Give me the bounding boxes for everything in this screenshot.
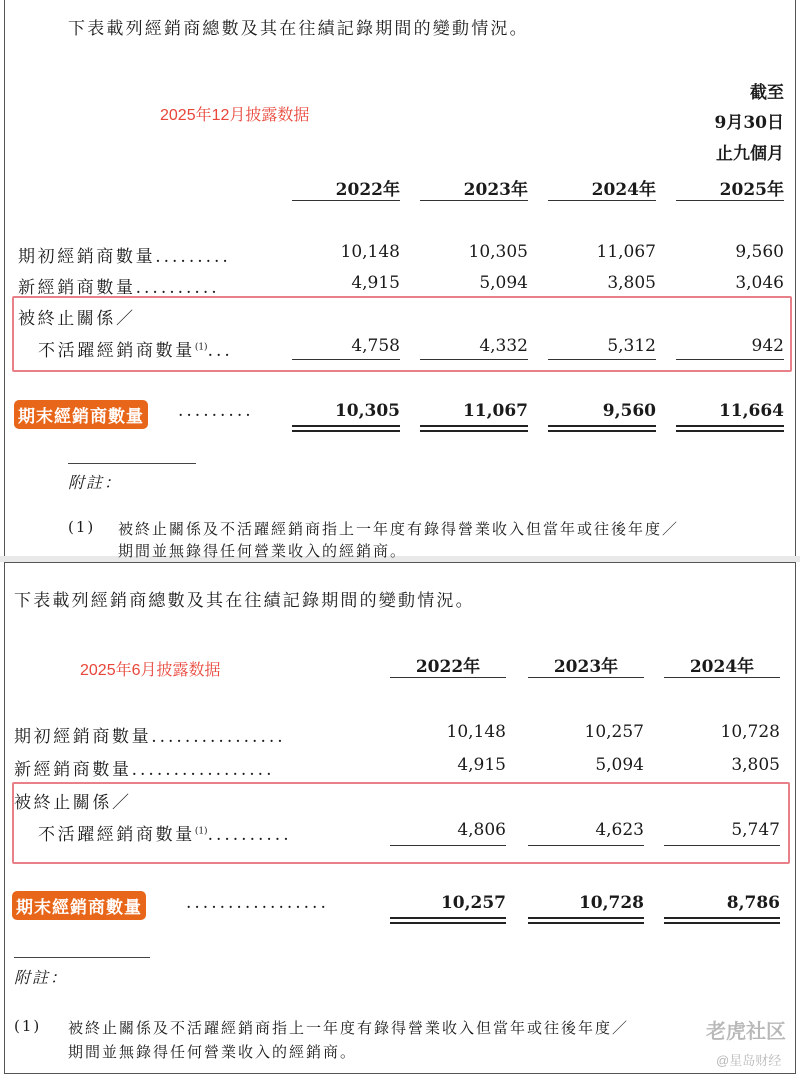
bottom-total-double-rule bbox=[390, 917, 506, 919]
top-subtotal-rule bbox=[292, 359, 400, 360]
top-terminated-2023: 4,332 bbox=[479, 336, 528, 356]
top-year-2023: 2023年 bbox=[463, 180, 528, 200]
bottom-header-rule bbox=[664, 677, 780, 678]
top-total-double-rule bbox=[292, 425, 400, 427]
top-note-number: (1) bbox=[68, 518, 96, 536]
top-new-2024: 3,805 bbox=[607, 273, 656, 293]
bottom-total-double-rule bbox=[664, 922, 780, 924]
watermark-author: @星岛财经 bbox=[716, 1053, 782, 1068]
bottom-year-2023: 2023年 bbox=[553, 657, 619, 677]
top-year-2022: 2022年 bbox=[335, 180, 400, 200]
top-new-2022: 4,915 bbox=[351, 273, 400, 293]
top-ending-2023: 11,067 bbox=[462, 401, 528, 421]
top-ending-dots: ......... bbox=[178, 401, 254, 421]
bottom-new-2022: 4,915 bbox=[457, 755, 506, 775]
bottom-row-opening-label: 期初經銷商數量................ bbox=[14, 727, 286, 747]
bottom-total-double-rule bbox=[528, 922, 644, 924]
bottom-terminated-2023: 4,623 bbox=[595, 820, 644, 840]
top-terminated-label-2: 不活躍經銷商數量$^{(1)}$... bbox=[38, 341, 233, 361]
top-ending-2022: 10,305 bbox=[334, 401, 400, 421]
bottom-ending-2024: 8,786 bbox=[726, 893, 780, 913]
top-header-rule bbox=[420, 200, 528, 201]
bottom-ending-2023: 10,728 bbox=[578, 893, 644, 913]
top-ending-2024: 9,560 bbox=[602, 401, 656, 421]
bottom-new-2023: 5,094 bbox=[595, 755, 644, 775]
top-opening-2023: 10,305 bbox=[468, 242, 528, 262]
bottom-subtotal-rule bbox=[390, 845, 506, 846]
top-terminated-2024: 5,312 bbox=[607, 336, 656, 356]
watermark-community: 老虎社区 bbox=[706, 1021, 786, 1043]
bottom-terminated-label-2: 不活躍經銷商數量$^{(1)}$.......... bbox=[38, 825, 292, 845]
bottom-subtotal-rule bbox=[664, 845, 780, 846]
bottom-year-2024: 2024年 bbox=[689, 657, 755, 677]
top-ending-label-highlight: 期末經銷商數量 bbox=[14, 400, 148, 429]
bottom-ending-dots: ................. bbox=[186, 893, 329, 913]
top-new-2025: 3,046 bbox=[735, 273, 784, 293]
bottom-terminated-2022: 4,806 bbox=[457, 820, 506, 840]
top-intro-text: 下表載列經銷商總數及其在往績記錄期間的變動情況。 bbox=[68, 19, 529, 39]
top-header-note-1: 截至 bbox=[750, 83, 784, 103]
bottom-intro-text: 下表載列經銷商總數及其在往績記錄期間的變動情況。 bbox=[14, 591, 475, 611]
top-total-double-rule bbox=[420, 425, 528, 427]
bottom-opening-2022: 10,148 bbox=[446, 722, 506, 742]
top-header-rule bbox=[548, 200, 656, 201]
top-terminated-label-1: 被終止關係／ bbox=[18, 309, 136, 329]
top-new-2023: 5,094 bbox=[479, 273, 528, 293]
top-note-rule bbox=[68, 463, 196, 464]
top-subtotal-rule bbox=[548, 359, 656, 360]
top-year-2025: 2025年 bbox=[719, 180, 784, 200]
bottom-header-rule bbox=[390, 677, 506, 678]
top-row-opening-label: 期初經銷商數量......... bbox=[18, 247, 231, 267]
bottom-note-number: (1) bbox=[14, 1017, 42, 1035]
top-subtotal-rule bbox=[676, 359, 784, 360]
bottom-header-rule bbox=[528, 677, 644, 678]
bottom-new-2024: 3,805 bbox=[731, 755, 780, 775]
top-opening-2022: 10,148 bbox=[340, 242, 400, 262]
bottom-total-double-rule bbox=[664, 917, 780, 919]
bottom-opening-2023: 10,257 bbox=[584, 722, 644, 742]
top-total-double-rule bbox=[548, 430, 656, 432]
bottom-row-new-label: 新經銷商數量................. bbox=[14, 760, 275, 780]
bottom-note-rule bbox=[14, 957, 150, 958]
bottom-note-line-2: 期間並無錄得任何營業收入的經銷商。 bbox=[68, 1043, 358, 1061]
top-note-header: 附註： bbox=[68, 473, 123, 492]
top-total-double-rule bbox=[420, 430, 528, 432]
top-opening-2025: 9,560 bbox=[735, 242, 784, 262]
bottom-year-2022: 2022年 bbox=[415, 657, 481, 677]
top-disclosure-tag: 2025年12月披露数据 bbox=[160, 107, 310, 124]
bottom-total-double-rule bbox=[390, 922, 506, 924]
top-total-double-rule bbox=[676, 425, 784, 427]
top-total-double-rule bbox=[676, 430, 784, 432]
bottom-ending-2022: 10,257 bbox=[440, 893, 506, 913]
top-terminated-2025: 942 bbox=[751, 336, 784, 356]
top-year-2024: 2024年 bbox=[591, 180, 656, 200]
top-opening-2024: 11,067 bbox=[596, 242, 656, 262]
bottom-subtotal-rule bbox=[528, 845, 644, 846]
bottom-terminated-label-1: 被終止關係／ bbox=[14, 793, 132, 813]
bottom-note-header: 附註： bbox=[14, 968, 69, 987]
bottom-ending-label-highlight: 期末經銷商數量 bbox=[12, 891, 146, 920]
bottom-total-double-rule bbox=[528, 917, 644, 919]
top-total-double-rule bbox=[548, 425, 656, 427]
bottom-opening-2024: 10,728 bbox=[720, 722, 780, 742]
bottom-terminated-2024: 5,747 bbox=[731, 820, 780, 840]
bottom-note-line-1: 被終止關係及不活躍經銷商指上一年度有錄得營業收入但當年或往後年度／ bbox=[68, 1019, 630, 1037]
bottom-disclosure-tag: 2025年6月披露数据 bbox=[80, 662, 221, 679]
top-note-line-1: 被終止關係及不活躍經銷商指上一年度有錄得營業收入但當年或往後年度／ bbox=[118, 520, 680, 538]
top-total-double-rule bbox=[292, 430, 400, 432]
top-row-new-label: 新經銷商數量.......... bbox=[18, 278, 220, 298]
top-subtotal-rule bbox=[420, 359, 528, 360]
top-terminated-2022: 4,758 bbox=[351, 336, 400, 356]
top-note-line-2: 期間並無錄得任何營業收入的經銷商。 bbox=[118, 542, 408, 560]
top-header-note-2: 9月30日 bbox=[714, 113, 784, 133]
top-header-rule bbox=[292, 200, 400, 201]
top-header-rule bbox=[676, 200, 784, 201]
top-header-note-3: 止九個月 bbox=[716, 144, 784, 164]
top-ending-2025: 11,664 bbox=[718, 401, 784, 421]
